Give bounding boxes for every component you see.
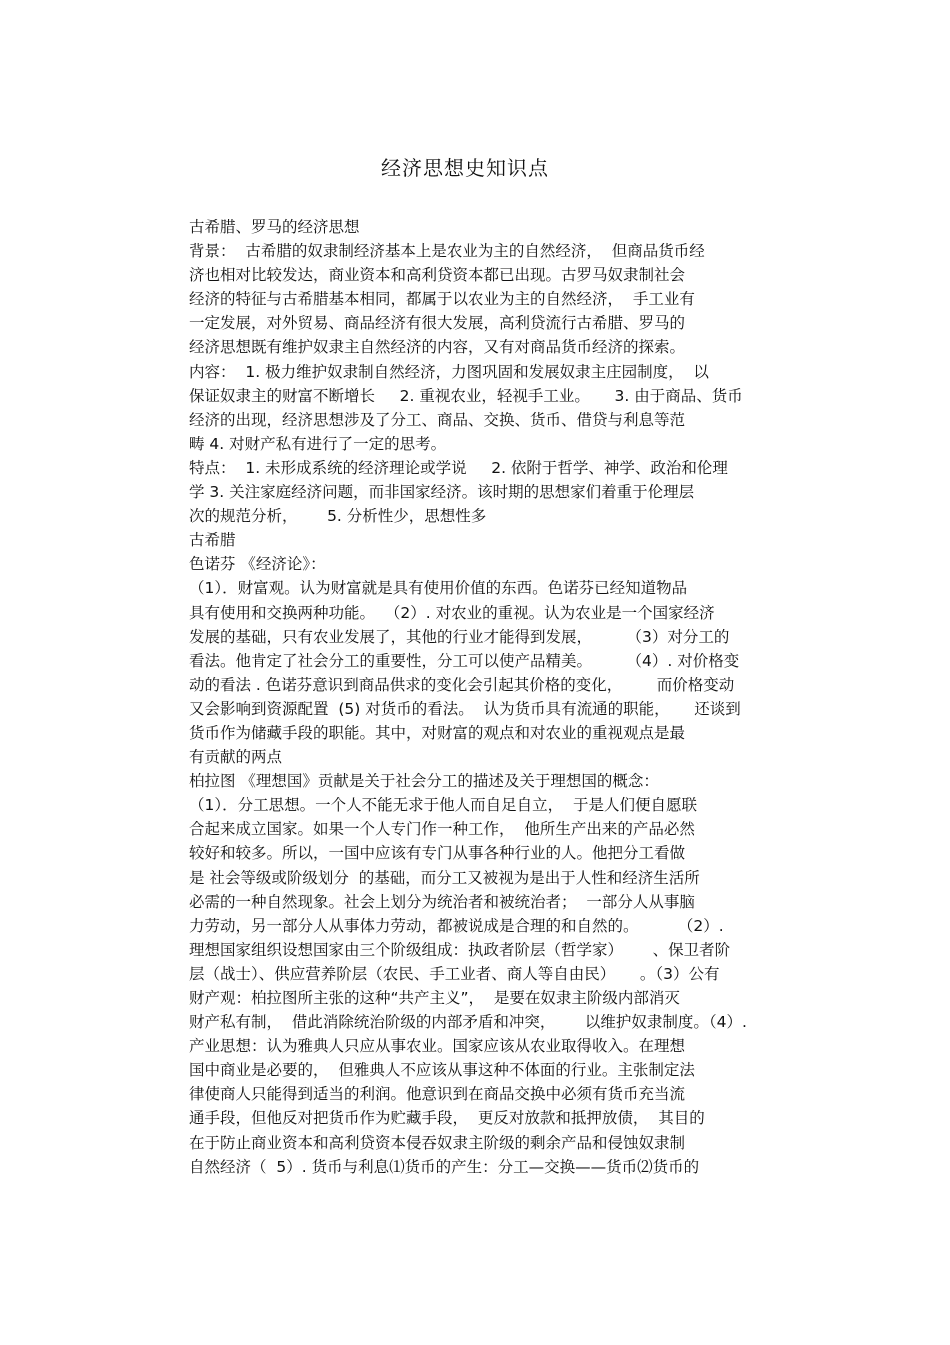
text-line: 学 3. 关注家庭经济问题，而非国家经济。该时期的思想家们着重于伦理层 — [189, 483, 695, 502]
text-line: （1）．财富观。认为财富就是具有使用价值的东西。色诺芬已经知道物品 — [189, 579, 688, 598]
text-line: 必需的一种自然现象。社会上划分为统治者和被统治者； 一部分人从事脑 — [189, 892, 695, 911]
text-line: 国中商业是必要的， 但雅典人不应该从事这种不体面的行业。主张制定法 — [189, 1061, 695, 1080]
text-line: 经济的特征与古希腊基本相同，都属于以农业为主的自然经济， 手工业有 — [189, 290, 695, 309]
text-line: 力劳动，另一部分人从事体力劳动，都被说成是合理的和自然的。 （2）. — [189, 916, 724, 935]
text-line: 财产观：柏拉图所主张的这种“共产主义”， 是要在奴隶主阶级内部消灭 — [189, 989, 680, 1007]
text-line: 是 社会等级或阶级划分 的基础，而分工又被视为是出于人性和经济生活所 — [189, 868, 700, 887]
text-line: 特点： 1. 未形成系统的经济理论或学说 2. 依附于哲学、神学、政治和伦理 — [189, 458, 728, 477]
document-title: 经济思想史知识点 — [381, 156, 549, 180]
text-line: 次的规范分析， 5. 分析性少，思想性多 — [189, 507, 487, 526]
text-line: 发展的基础，只有农业发展了，其他的行业才能得到发展， （3）对分工的 — [189, 627, 730, 646]
text-line: 经济的出现，经济思想涉及了分工、商品、交换、货币、借贷与利息等范 — [189, 410, 686, 429]
text-line: 具有使用和交换两种功能。 （2）. 对农业的重视。认为农业是一个国家经济 — [189, 603, 715, 622]
text-line: 一定发展，对外贸易、商品经济有很大发展，高利贷流行古希腊、罗马的 — [189, 314, 686, 333]
text-line: 合起来成立国家。如果一个人专门作一种工作， 他所生产出来的产品必然 — [189, 820, 695, 839]
text-line: 在于防止商业资本和高利贷资本侵吞奴隶主阶级的剩余产品和侵蚀奴隶制 — [189, 1133, 686, 1152]
text-line: 自然经济（ 5）. 货币与利息⑴货币的产生：分工—交换——货币⑵货币的 — [189, 1157, 700, 1176]
document-body — [189, 215, 809, 1179]
text-line: 动的看法 . 色诺芬意识到商品供求的变化会引起其价格的变化， 而价格变动 — [189, 675, 735, 694]
text-line: 律使商人只能得到适当的利润。他意识到在商品交换中必须有货币充当流 — [189, 1085, 686, 1104]
text-line: 古希腊、罗马的经济思想 — [189, 218, 360, 236]
text-line: 通手段，但他反对把货币作为贮藏手段， 更反对放款和抵押放债， 其目的 — [189, 1109, 705, 1128]
text-line: 又会影响到资源配置 (5) 对货币的看法。 认为货币具有流通的职能， 还谈到 — [189, 699, 741, 718]
text-line: （1）．分工思想。一个人不能无求于他人而自足自立， 于是人们便自愿联 — [189, 796, 697, 815]
text-line: 看法。他肯定了社会分工的重要性，分工可以使产品精美。 （4）. 对价格变 — [189, 651, 740, 670]
text-line: 古希腊 — [189, 531, 236, 550]
text-line: 有贡献的两点 — [189, 748, 283, 767]
text-line: 较好和较多。所以，一国中应该有专门从事各种行业的人。他把分工看做 — [189, 844, 686, 863]
text-line: 柏拉图 《理想国》贡献是关于社会分工的描述及关于理想国的概念： — [189, 772, 659, 791]
text-line: 畴 4. 对财产私有进行了一定的思考。 — [189, 434, 447, 453]
text-line: 济也相对比较发达，商业资本和高利贷资本都已出现。古罗马奴隶制社会 — [189, 266, 686, 285]
text-line: 色诺芬 《经济论》： — [189, 555, 326, 574]
text-line: 财产私有制， 借此消除统治阶级的内部矛盾和冲突， 以维护奴隶制度。（4）. — [189, 1013, 747, 1032]
text-line: 货币作为储藏手段的职能。其中，对财富的观点和对农业的重视观点是最 — [189, 723, 686, 742]
text-line: 层（战士）、供应营养阶层（农民、手工业者、商人等自由民） 。（3）公有 — [189, 964, 720, 983]
text-line: 保证奴隶主的财富不断增长 2. 重视农业，轻视手工业。 3. 由于商品、货币 — [189, 386, 743, 405]
text-line: 产业思想：认为雅典人只应从事农业。国家应该从农业取得收入。在理想 — [189, 1037, 686, 1056]
text-line: 经济思想既有维护奴隶主自然经济的内容，又有对商品货币经济的探索。 — [189, 338, 686, 357]
text-line: 内容： 1. 极力维护奴隶制自然经济，力图巩固和发展奴隶主庄园制度， 以 — [189, 362, 709, 381]
text-line: 背景： 古希腊的奴隶制经济基本上是农业为主的自然经济， 但商品货币经 — [189, 242, 705, 261]
text-line: 理想国家组织设想国家由三个阶级组成：执政者阶层（哲学家） 、保卫者阶 — [189, 940, 731, 959]
